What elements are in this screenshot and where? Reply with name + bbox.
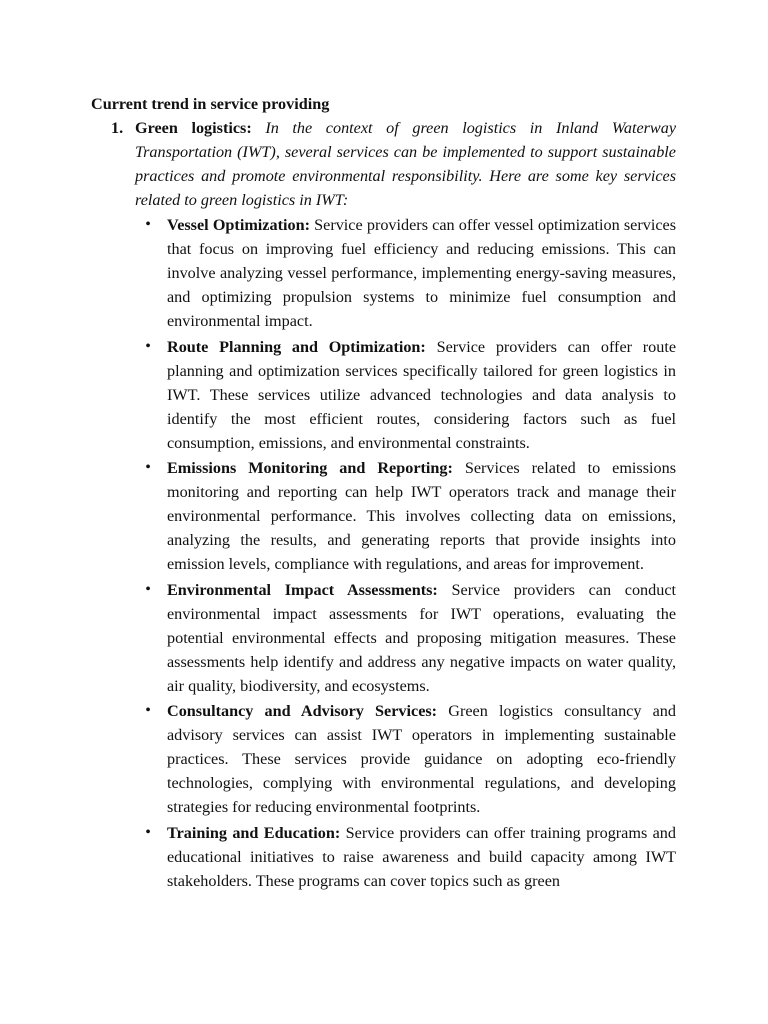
service-bullet-list — [135, 213, 676, 893]
numbered-item-body — [135, 116, 676, 893]
bullet-icon: • — [145, 337, 151, 355]
item-lead-label: Green logistics: — [135, 119, 252, 137]
bullet-text: Service providers can offer vessel optimization services that focus on improving fuel efficiency and reducing emissions. This can involve analyzing vessel performance, implementing energy-saving measures, and optimizing propulsion systems to minimize fuel consumption and environmental impact. — [167, 216, 676, 330]
section-heading: Current trend in service providing — [91, 95, 330, 113]
numbered-item-green-logistics — [91, 116, 676, 894]
bullet-icon: • — [145, 459, 151, 476]
bullet-text: Services related to emissions monitoring and reporting can help IWT operators track and manage their environmental performance. This involves collecting data on emissions, analyzing the results, and generating reports that provide insights into emission levels, compliance with regulations, and areas for improvement. — [167, 459, 677, 573]
bullet-environmental-impact — [135, 578, 676, 698]
bullet-text: Green logistics consultancy and advisory services can assist IWT operators in implementing sustainable practices. These services provide guidance on adopting eco-friendly technologies, complying with environmental regulations, and developing strategies for reducing environmental footprints. — [167, 702, 676, 816]
list-number: 1. — [111, 119, 124, 137]
bullet-text: Service providers can offer route planning and optimization services specifically tailored for green logistics in IWT. These services utilize advanced technologies and data analysis to identify the most efficient routes, considering factors such as fuel consumption, emissions, and environmental constraints. — [167, 337, 677, 452]
bullet-title: Route Planning and Optimization: — [167, 337, 426, 356]
bullet-title: Emissions Monitoring and Reporting: — [167, 459, 453, 477]
bullet-consultancy — [135, 699, 676, 819]
bullet-icon: • — [145, 823, 151, 841]
bullet-title: Consultancy and Advisory Services: — [167, 702, 438, 720]
bullet-title: Vessel Optimization: — [167, 216, 310, 234]
bullet-emissions-monitoring — [135, 456, 676, 576]
bullet-icon: • — [145, 580, 151, 598]
item-intro-text: In the context of green logistics in Inland Waterway Transportation (IWT), several services can be implemented to support sustainable practices and promote environmental responsibility. Here are some key services related to green logistics in IWT: — [135, 119, 676, 209]
intro-paragraph — [135, 116, 676, 212]
bullet-icon: • — [145, 702, 151, 719]
bullet-text: Service providers can conduct environmental impact assessments for IWT operations, evaluating the potential environmental effects and proposing mitigation measures. These assessments help identify and address any negative impacts on water quality, air quality, biodiversity, and ecosystems. — [167, 580, 677, 695]
bullet-route-planning — [135, 335, 676, 455]
bullet-title: Training and Education: — [167, 823, 341, 842]
bullet-vessel-optimization — [135, 213, 676, 333]
bullet-title: Environmental Impact Assessments: — [167, 580, 438, 599]
bullet-text: Service providers can offer training programs and educational initiatives to raise awareness and build capacity among IWT stakeholders. These programs can cover topics such as green — [167, 823, 676, 890]
bullet-training-education — [135, 821, 676, 893]
bullet-icon: • — [145, 216, 151, 233]
